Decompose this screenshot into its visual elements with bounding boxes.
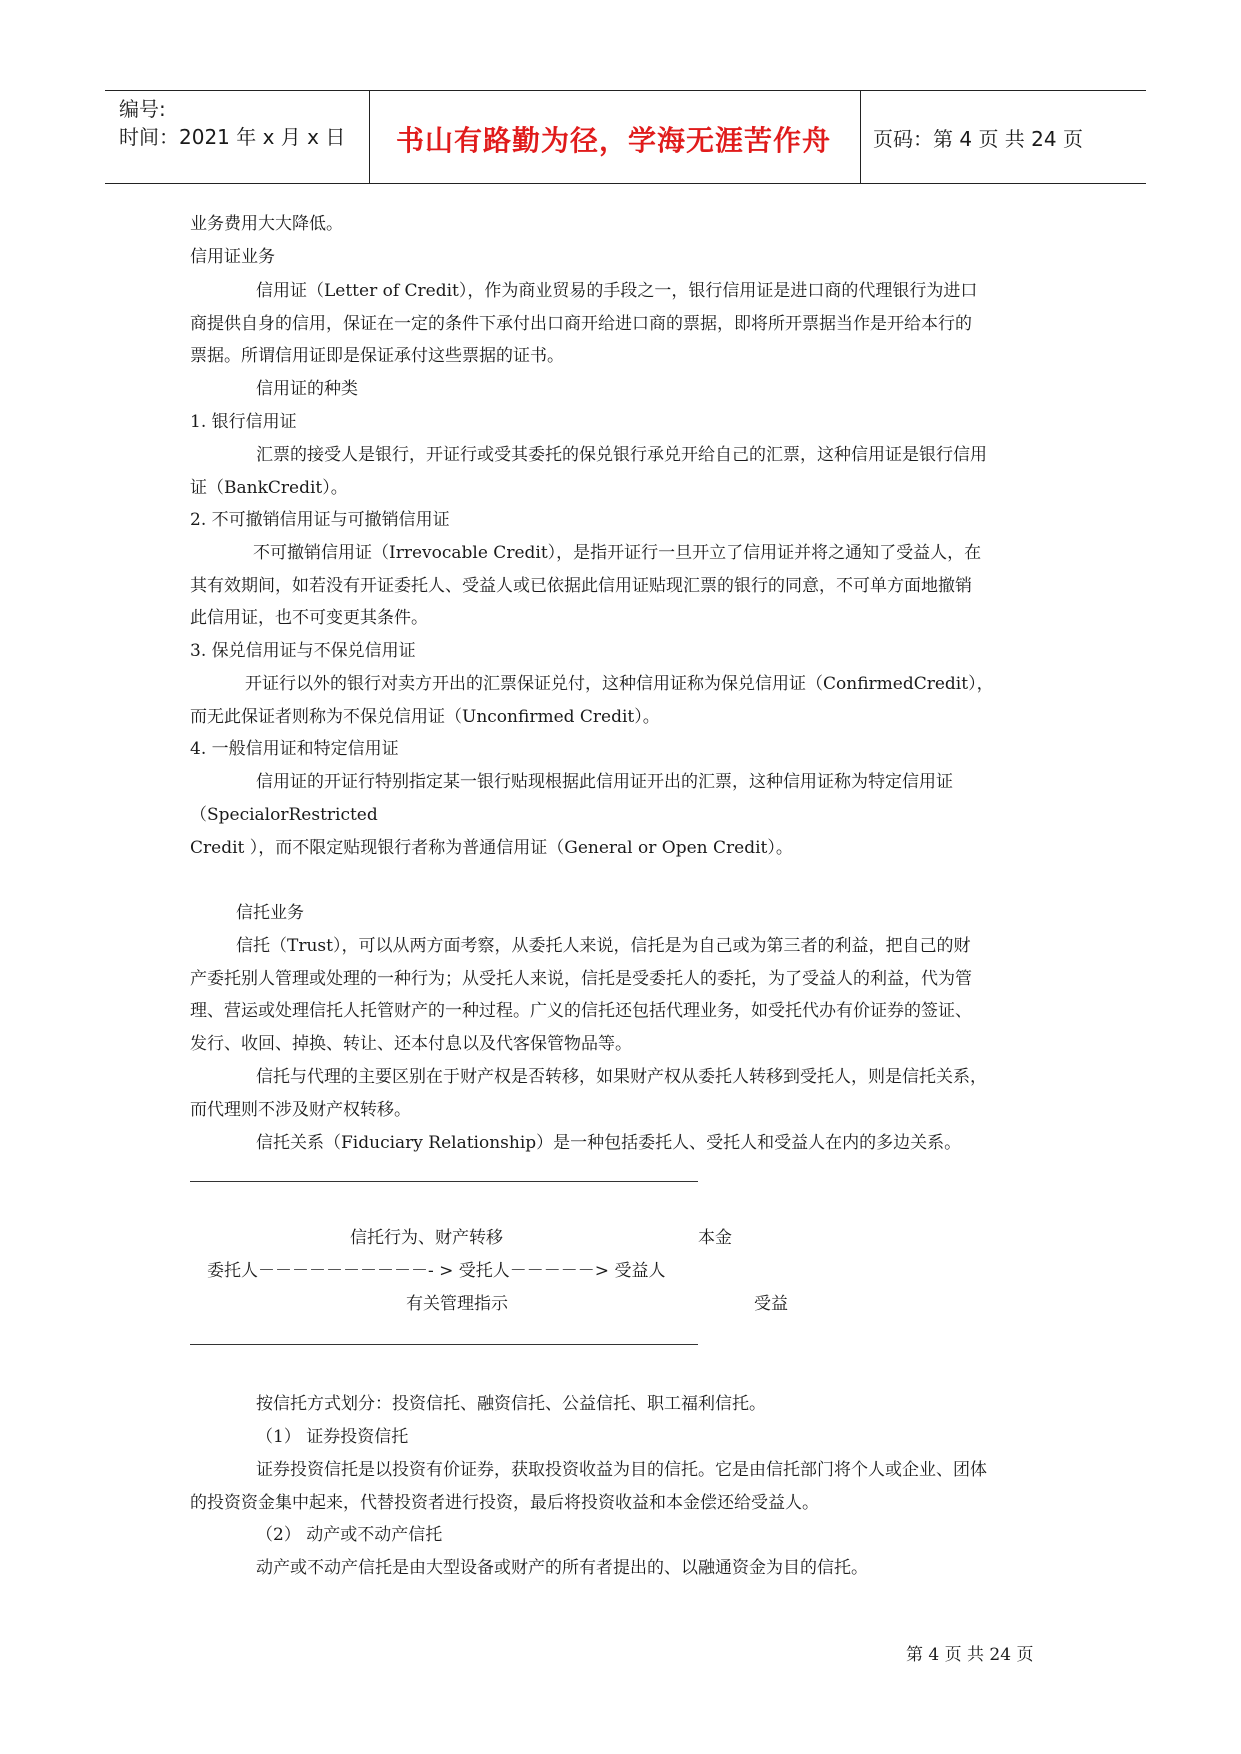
paragraph-line: 信用证（Letter of Credit），作为商业贸易的手段之一，银行信用证是进口商的代理银行为进口: [256, 281, 978, 301]
doc-time: 时间：2021 年 x 月 x 日: [119, 125, 346, 149]
paragraph-line: 商提供自身的信用，保证在一定的条件下承付出口商开给进口商的票据，即将所开票据当作是开给本行的: [190, 314, 972, 334]
paragraph-line: 信托与代理的主要区别在于财产权是否转移，如果财产权从委托人转移到受托人，则是信托关系，: [256, 1067, 987, 1087]
paragraph-line: 动产或不动产信托是由大型设备或财产的所有者提出的、以融通资金为目的信托。: [256, 1558, 868, 1578]
paragraph-line: 的投资资金集中起来，代替投资者进行投资，最后将投资收益和本金偿还给受益人。: [190, 1493, 819, 1513]
list-item-heading: 4. 一般信用证和特定信用证: [190, 739, 399, 759]
doc-number-label: 编号:: [119, 97, 166, 121]
paragraph-line: 开证行以外的银行对卖方开出的汇票保证兑付，这种信用证称为保兑信用证（ConfirmedCredit），: [245, 674, 994, 694]
section-heading: 信用证业务: [190, 247, 275, 267]
list-item-heading: 3. 保兑信用证与不保兑信用证: [190, 641, 416, 661]
paragraph-line: 产委托别人管理或处理的一种行为；从受托人来说，信托是受委托人的委托，为了受益人的利益，代为管: [190, 969, 972, 989]
paragraph-line: Credit ），而不限定贴现银行者称为普通信用证（General or Open Credit）。: [190, 838, 793, 858]
section-heading: 信托业务: [236, 903, 304, 923]
paragraph-line: 信托（Trust），可以从两方面考察，从委托人来说，信托是为自己或为第三者的利益，把自己的财: [236, 936, 971, 956]
paragraph-line: 按信托方式划分：投资信托、融资信托、公益信托、职工福利信托。: [256, 1394, 766, 1414]
paragraph-line: 而代理则不涉及财产权转移。: [190, 1100, 411, 1120]
diagram-label: 信托行为、财产转移: [350, 1228, 503, 1248]
list-item-heading: （2） 动产或不动产信托: [256, 1525, 443, 1545]
diagram-top-rule: [190, 1181, 698, 1182]
paragraph-line: 信用证的开证行特别指定某一银行贴现根据此信用证开出的汇票，这种信用证称为特定信用证: [256, 772, 953, 792]
diagram-label: 受益: [754, 1294, 788, 1314]
paragraph-line: 汇票的接受人是银行，开证行或受其委托的保兑银行承兑开给自己的汇票，这种信用证是银行信用: [256, 445, 987, 465]
paragraph-line: 此信用证，也不可变更其条件。: [190, 608, 428, 628]
paragraph-line: 业务费用大大降低。: [190, 214, 343, 234]
paragraph-line: 其有效期间，如若没有开证委托人、受益人或已依据此信用证贴现汇票的银行的同意，不可单方面地撤销: [190, 576, 972, 596]
paragraph-line: （SpecialorRestricted: [190, 805, 378, 825]
diagram-label: 本金: [698, 1228, 732, 1248]
paragraph-line: 信托关系（Fiduciary Relationship）是一种包括委托人、受托人和受益人在内的多边关系。: [256, 1133, 962, 1153]
list-item-heading: 1. 银行信用证: [190, 412, 297, 432]
header-page-number: 页码：第 4 页 共 24 页: [873, 127, 1083, 151]
paragraph-line: 发行、收回、掉换、转让、还本付息以及代客保管物品等。: [190, 1034, 632, 1054]
diagram-flow-line: 委托人－－－－－－－－－－- > 受托人－－－－－> 受益人: [207, 1261, 666, 1281]
page-header: [105, 90, 1146, 184]
paragraph-line: 理、营运或处理信托人托管财产的一种过程。广义的信托还包括代理业务，如受托代办有价证券的签证、: [190, 1001, 972, 1021]
list-item-heading: 2. 不可撤销信用证与可撤销信用证: [190, 510, 450, 530]
diagram-bottom-rule: [190, 1344, 698, 1345]
header-divider: [860, 91, 861, 183]
paragraph-line: 不可撤销信用证（Irrevocable Credit），是指开证行一旦开立了信用证并将之通知了受益人，在: [253, 543, 982, 563]
paragraph-line: 证券投资信托是以投资有价证券，获取投资收益为目的信托。它是由信托部门将个人或企业、团体: [256, 1460, 987, 1480]
section-heading: 信用证的种类: [256, 379, 358, 399]
header-motto: 书山有路勤为径，学海无涯苦作舟: [395, 124, 831, 157]
list-item-heading: （1） 证券投资信托: [256, 1427, 409, 1447]
paragraph-line: 票据。所谓信用证即是保证承付这些票据的证书。: [190, 346, 564, 366]
diagram-label: 有关管理指示: [406, 1294, 508, 1314]
page-footer: 第 4 页 共 24 页: [906, 1645, 1034, 1665]
paragraph-line: 而无此保证者则称为不保兑信用证（Unconfirmed Credit）。: [190, 707, 660, 727]
paragraph-line: 证（BankCredit）。: [190, 478, 348, 498]
